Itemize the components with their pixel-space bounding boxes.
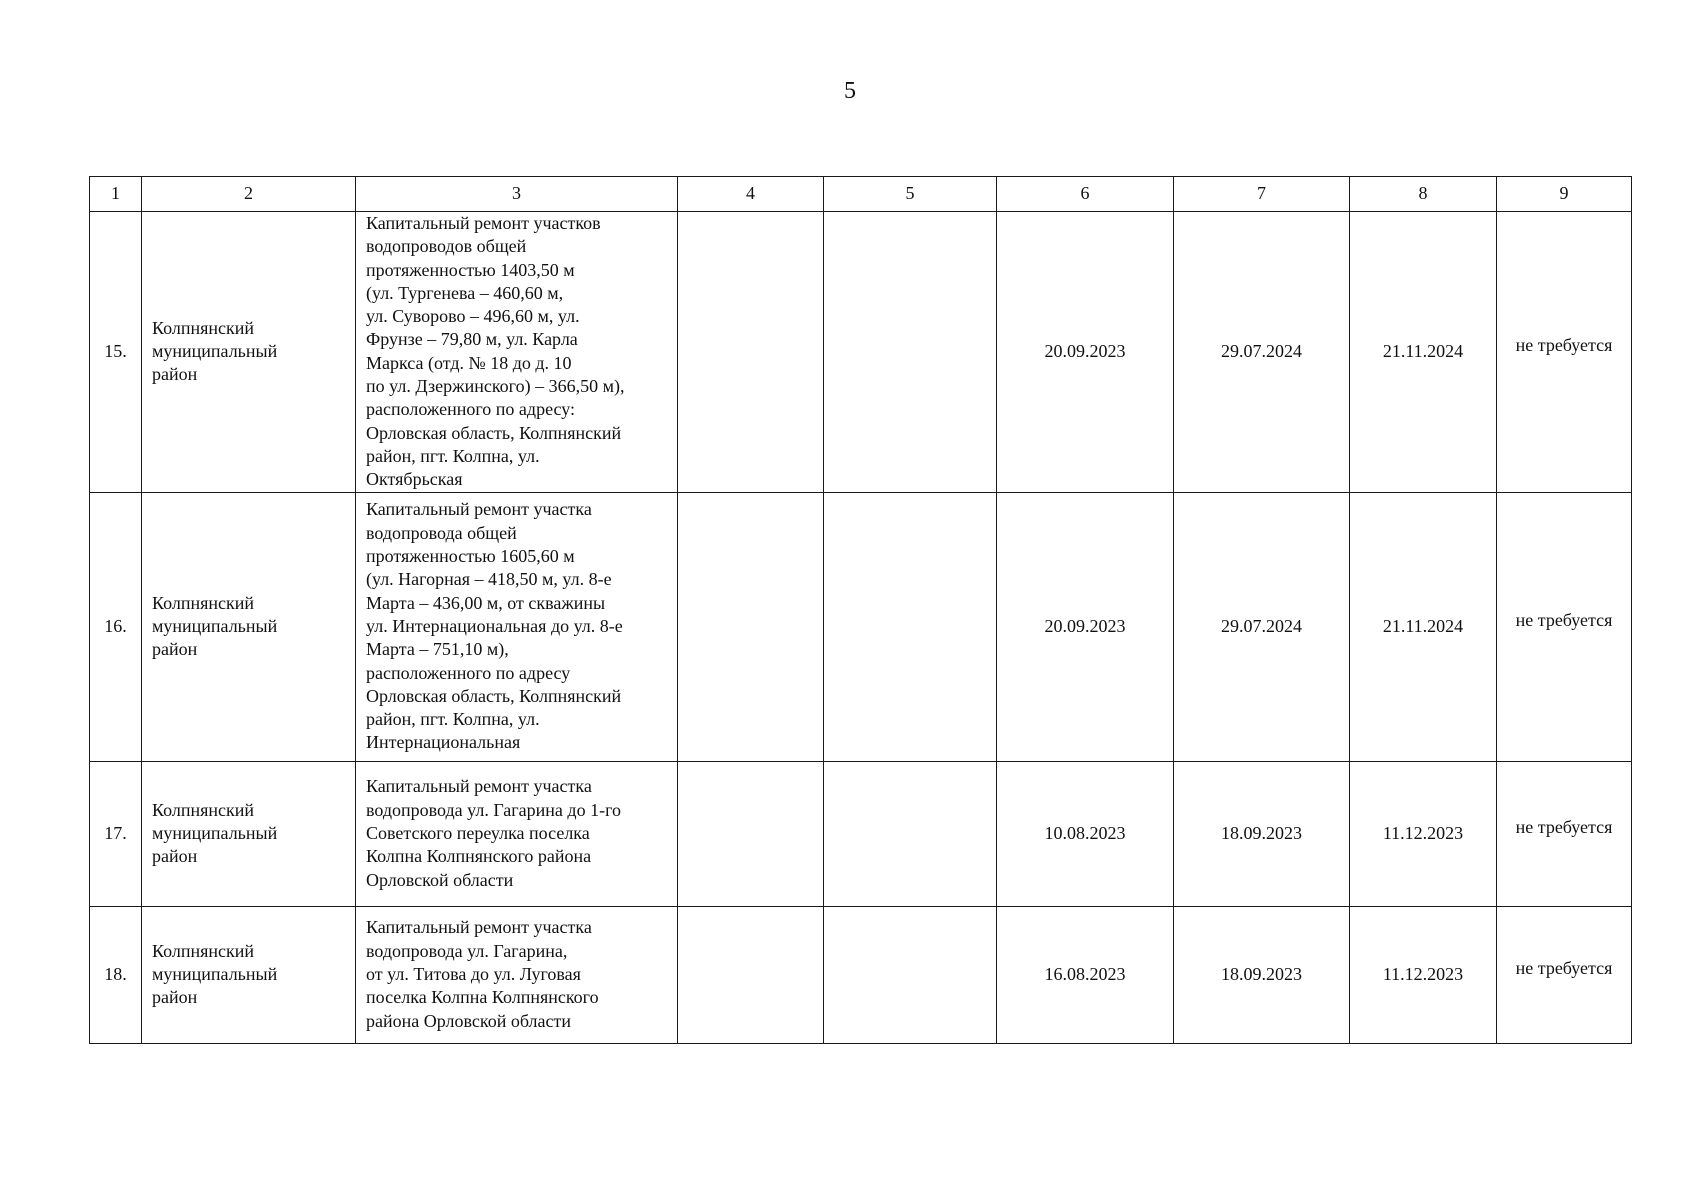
header-col-8: 8 <box>1350 177 1497 212</box>
col5-cell <box>824 906 997 1043</box>
note-text: не требуется <box>1515 335 1613 356</box>
district-cell: Колпнянский муниципальный район <box>142 761 356 906</box>
col9-note-cell <box>1497 492 1632 761</box>
col5-cell <box>824 492 997 761</box>
col9-note-cell <box>1497 906 1632 1043</box>
note-text: не требуется <box>1515 957 1613 978</box>
col6-date-cell: 10.08.2023 <box>997 761 1174 906</box>
district-cell: Колпнянский муниципальный район <box>142 212 356 493</box>
works-table <box>89 176 1632 1044</box>
col4-cell <box>678 761 824 906</box>
table-row <box>90 212 1632 493</box>
note-text: не требуется <box>1515 609 1613 630</box>
description-cell: Капитальный ремонт участка водопровода ул. Гагарина, от ул. Титова до ул. Луговая поселка Колпна Колпнянского района Орловской области <box>356 906 678 1043</box>
col8-date-cell: 21.11.2024 <box>1350 492 1497 761</box>
table-row <box>90 761 1632 906</box>
col6-date-cell: 20.09.2023 <box>997 492 1174 761</box>
col7-date-cell: 29.07.2024 <box>1174 492 1350 761</box>
col6-date-cell: 16.08.2023 <box>997 906 1174 1043</box>
note-text: не требуется <box>1515 816 1613 837</box>
col8-date-cell: 11.12.2023 <box>1350 906 1497 1043</box>
header-col-6: 6 <box>997 177 1174 212</box>
header-col-9: 9 <box>1497 177 1632 212</box>
page-number: 5 <box>844 78 856 104</box>
row-number: 16. <box>90 492 142 761</box>
header-col-3: 3 <box>356 177 678 212</box>
header-col-1: 1 <box>90 177 142 212</box>
col5-cell <box>824 212 997 493</box>
row-number: 18. <box>90 906 142 1043</box>
table-row <box>90 906 1632 1043</box>
description-cell: Капитальный ремонт участков водопроводов общей протяженностью 1403,50 м (ул. Тургенева – 460,60 м, ул. Суворово – 496,60 м, ул. Фрунзе – 79,80 м, ул. Карла Маркса (отд. № 18 до д. 10 по ул. Дзержинского) – 366,50 м), расположенного по адресу: Орловская область, Колпнянский район, пгт. Колпна, ул. Октябрьская <box>356 212 678 493</box>
col7-date-cell: 18.09.2023 <box>1174 761 1350 906</box>
header-col-4: 4 <box>678 177 824 212</box>
district-cell: Колпнянский муниципальный район <box>142 906 356 1043</box>
col4-cell <box>678 492 824 761</box>
header-col-7: 7 <box>1174 177 1350 212</box>
description-cell: Капитальный ремонт участка водопровода ул. Гагарина до 1-го Советского переулка поселка Колпна Колпнянского района Орловской области <box>356 761 678 906</box>
table-header-row <box>90 177 1632 212</box>
col9-note-cell <box>1497 761 1632 906</box>
col7-date-cell: 18.09.2023 <box>1174 906 1350 1043</box>
description-cell: Капитальный ремонт участка водопровода общей протяженностью 1605,60 м (ул. Нагорная – 418,50 м, ул. 8-е Марта – 436,00 м, от скважины ул. Интернациональная до ул. 8-е Марта – 751,10 м), расположенного по адресу Орловская область, Колпнянский район, пгт. Колпна, ул. Интернациональная <box>356 492 678 761</box>
row-number: 15. <box>90 212 142 493</box>
table-row <box>90 492 1632 761</box>
col8-date-cell: 21.11.2024 <box>1350 212 1497 493</box>
row-number: 17. <box>90 761 142 906</box>
col4-cell <box>678 212 824 493</box>
header-col-5: 5 <box>824 177 997 212</box>
col6-date-cell: 20.09.2023 <box>997 212 1174 493</box>
col4-cell <box>678 906 824 1043</box>
col7-date-cell: 29.07.2024 <box>1174 212 1350 493</box>
col8-date-cell: 11.12.2023 <box>1350 761 1497 906</box>
col5-cell <box>824 761 997 906</box>
col9-note-cell <box>1497 212 1632 493</box>
district-cell: Колпнянский муниципальный район <box>142 492 356 761</box>
header-col-2: 2 <box>142 177 356 212</box>
